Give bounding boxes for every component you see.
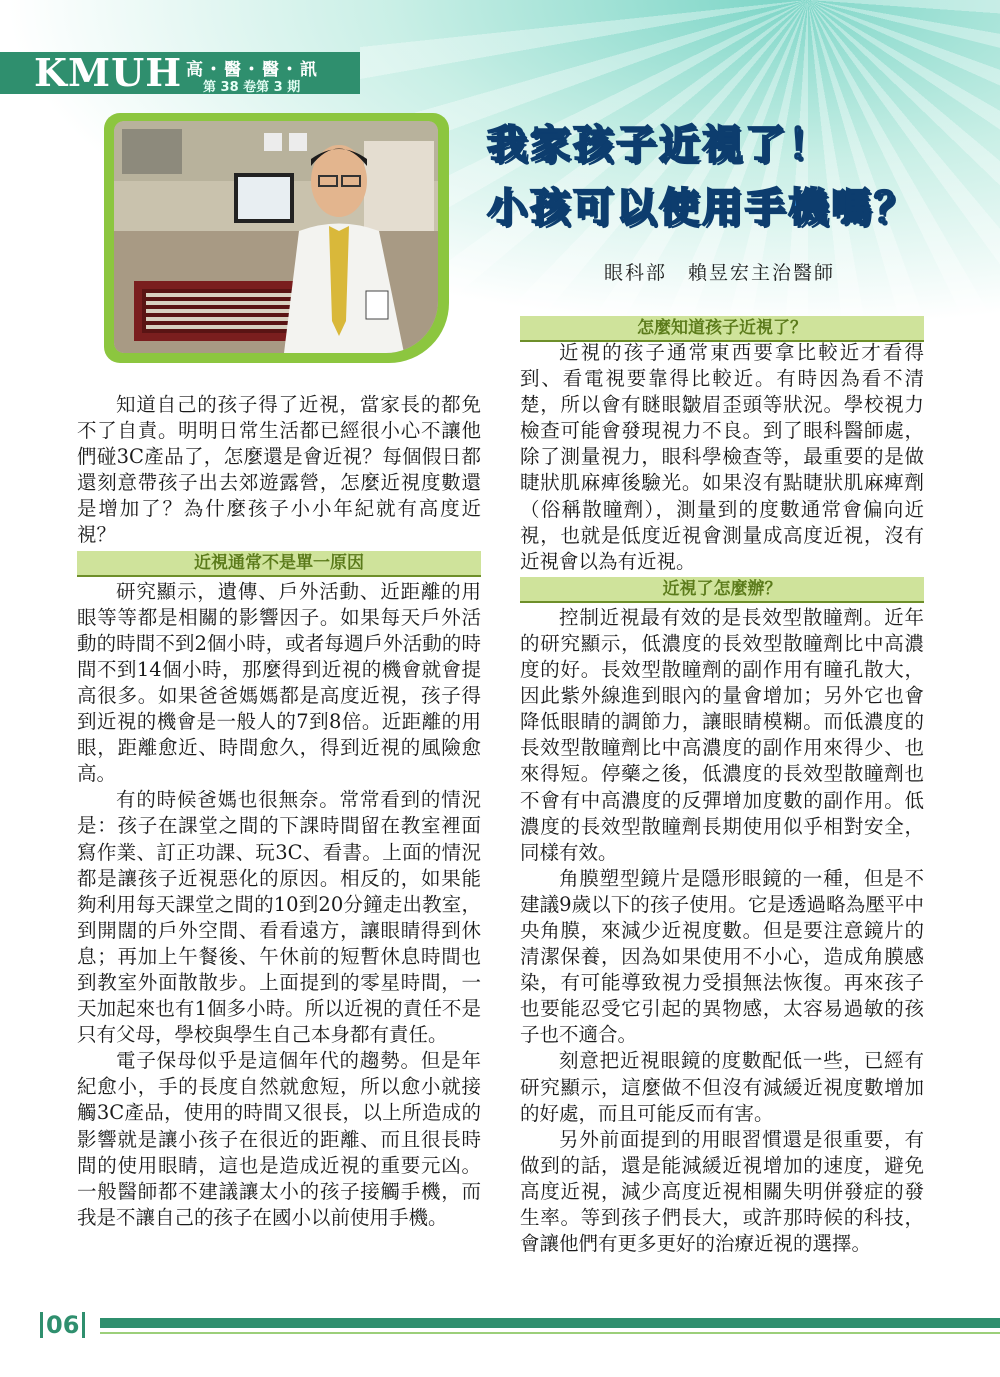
- article-author: 眼科部 賴昱宏主治醫師: [604, 262, 836, 284]
- body-paragraph: 研究顯示，遺傳、戶外活動、近距離的用眼等等都是相關的影響因子。如果每天戶外活動的時間不到2個小時，或者每週戶外活動的時間不到14個小時，那麼得到近視的機會就會提高很多。如果爸爸媽媽都是高度近視，孩子得到近視的機會是一般人的7到8倍。近距離的用眼，距離愈近、時間愈久，得到近視的風險愈高。: [77, 579, 481, 786]
- body-paragraph: 近視的孩子通常東西要拿比較近才看得到、看電視要靠得比較近。有時因為看不清楚，所以會有瞇眼皺眉歪頭等狀況。學校視力檢查可能會發現視力不良。到了眼科醫師處，除了測量視力，眼科學檢查等，最重要的是做睫狀肌麻痺後驗光。如果沒有點睫狀肌麻痺劑（俗稱散瞳劑），測量到的度數通常會偏向近視，也就是低度近視會測量成高度近視，沒有近視會以為有近視。: [520, 341, 924, 573]
- section-heading: 近視通常不是單一原因: [77, 551, 481, 577]
- article-title-line1: 我家孩子近視了！: [487, 122, 831, 168]
- body-paragraph: 角膜塑型鏡片是隱形眼鏡的一種，但是不建議9歲以下的孩子使用。它是透過略為壓平中央角膜，來減少近視度數。但是要注意鏡片的清潔保養，因為如果使用不小心，造成角膜感染，有可能導致視力受損無法恢復。再來孩子也要能忍受它引起的異物感，太容易過敏的孩子也不適合。: [520, 866, 924, 1047]
- footer-bar: [100, 1318, 1000, 1328]
- issue-number: 第 38 卷第 3 期: [203, 80, 301, 95]
- left-column: [77, 392, 481, 1231]
- section-heading: 怎麼知道孩子近視了？: [520, 316, 924, 342]
- intro-paragraph: 知道自己的孩子得了近視，當家長的都免不了自責。明明日常生活都已經很小心不讓他們碰3C產品了，怎麼還是會近視？每個假日都還刻意帶孩子出去郊遊露營，怎麼近視度數還是增加了？為什麼孩子小小年紀就有高度近視？: [77, 393, 481, 547]
- footer-divider: [100, 1332, 1000, 1334]
- body-paragraph: 另外前面提到的用眼習慣還是很重要，有做到的話，還是能減緩近視增加的速度，避免高度近視，減少高度近視相關失明併發症的發生率。等到孩子們長大，或許那時候的科技，會讓他們有更多更好的治療近視的選擇。: [520, 1127, 924, 1256]
- body-paragraph: 有的時候爸媽也很無奈。常常看到的情況是：孩子在課堂之間的下課時間留在教室裡面寫作業、訂正功課、玩3C、看書。上面的情況都是讓孩子近視惡化的原因。相反的，如果能夠利用每天課堂之間的10到20分鐘走出教室，到開闊的戶外空間、看看遠方，讓眼睛得到休息；再加上午餐後、午休前的短暫休息時間也到教室外面散散步。上面提到的零星時間，一天加起來也有1個多小時。所以近視的責任不是只有父母，學校與學生自己本身都有責任。: [77, 788, 481, 1047]
- magazine-title: 高・醫・醫・訊: [186, 60, 319, 80]
- doctor-photo: [114, 121, 438, 353]
- body-paragraph: 刻意把近視眼鏡的度數配低一些，已經有研究顯示，這麼做不但沒有減緩近視度數增加的好處，而且可能反而有害。: [520, 1049, 924, 1125]
- kmuh-logo: KMUH: [34, 50, 183, 95]
- body-paragraph: 電子保母似乎是這個年代的趨勢。但是年紀愈小，手的長度自然就愈短，所以愈小就接觸3C產品，使用的時間又很長，以上所造成的影響就是讓小孩子在很近的距離、而且很長時間的使用眼睛，這也是造成近視的重要元凶。一般醫師都不建議讓太小的孩子接觸手機，而我是不讓自己的孩子在國小以前使用手機。: [77, 1049, 481, 1229]
- article-title-line2: 小孩可以使用手機嗎？: [487, 185, 917, 231]
- section-heading: 近視了怎麼辦？: [520, 577, 924, 603]
- body-paragraph: 控制近視最有效的是長效型散瞳劑。近年的研究顯示，低濃度的長效型散瞳劑比中高濃度的好。長效型散瞳劑的副作用有瞳孔散大，因此紫外線進到眼內的量會增加；另外它也會降低眼睛的調節力，讓眼睛模糊。而低濃度的長效型散瞳劑比中高濃度的副作用來得少、也來得短。停藥之後，低濃度的長效型散瞳劑也不會有中高濃度的反彈增加度數的副作用。低濃度的長效型散瞳劑長期使用似乎相對安全，同樣有效。: [520, 605, 924, 864]
- page-number: 06: [40, 1312, 85, 1338]
- right-column: [520, 340, 924, 1257]
